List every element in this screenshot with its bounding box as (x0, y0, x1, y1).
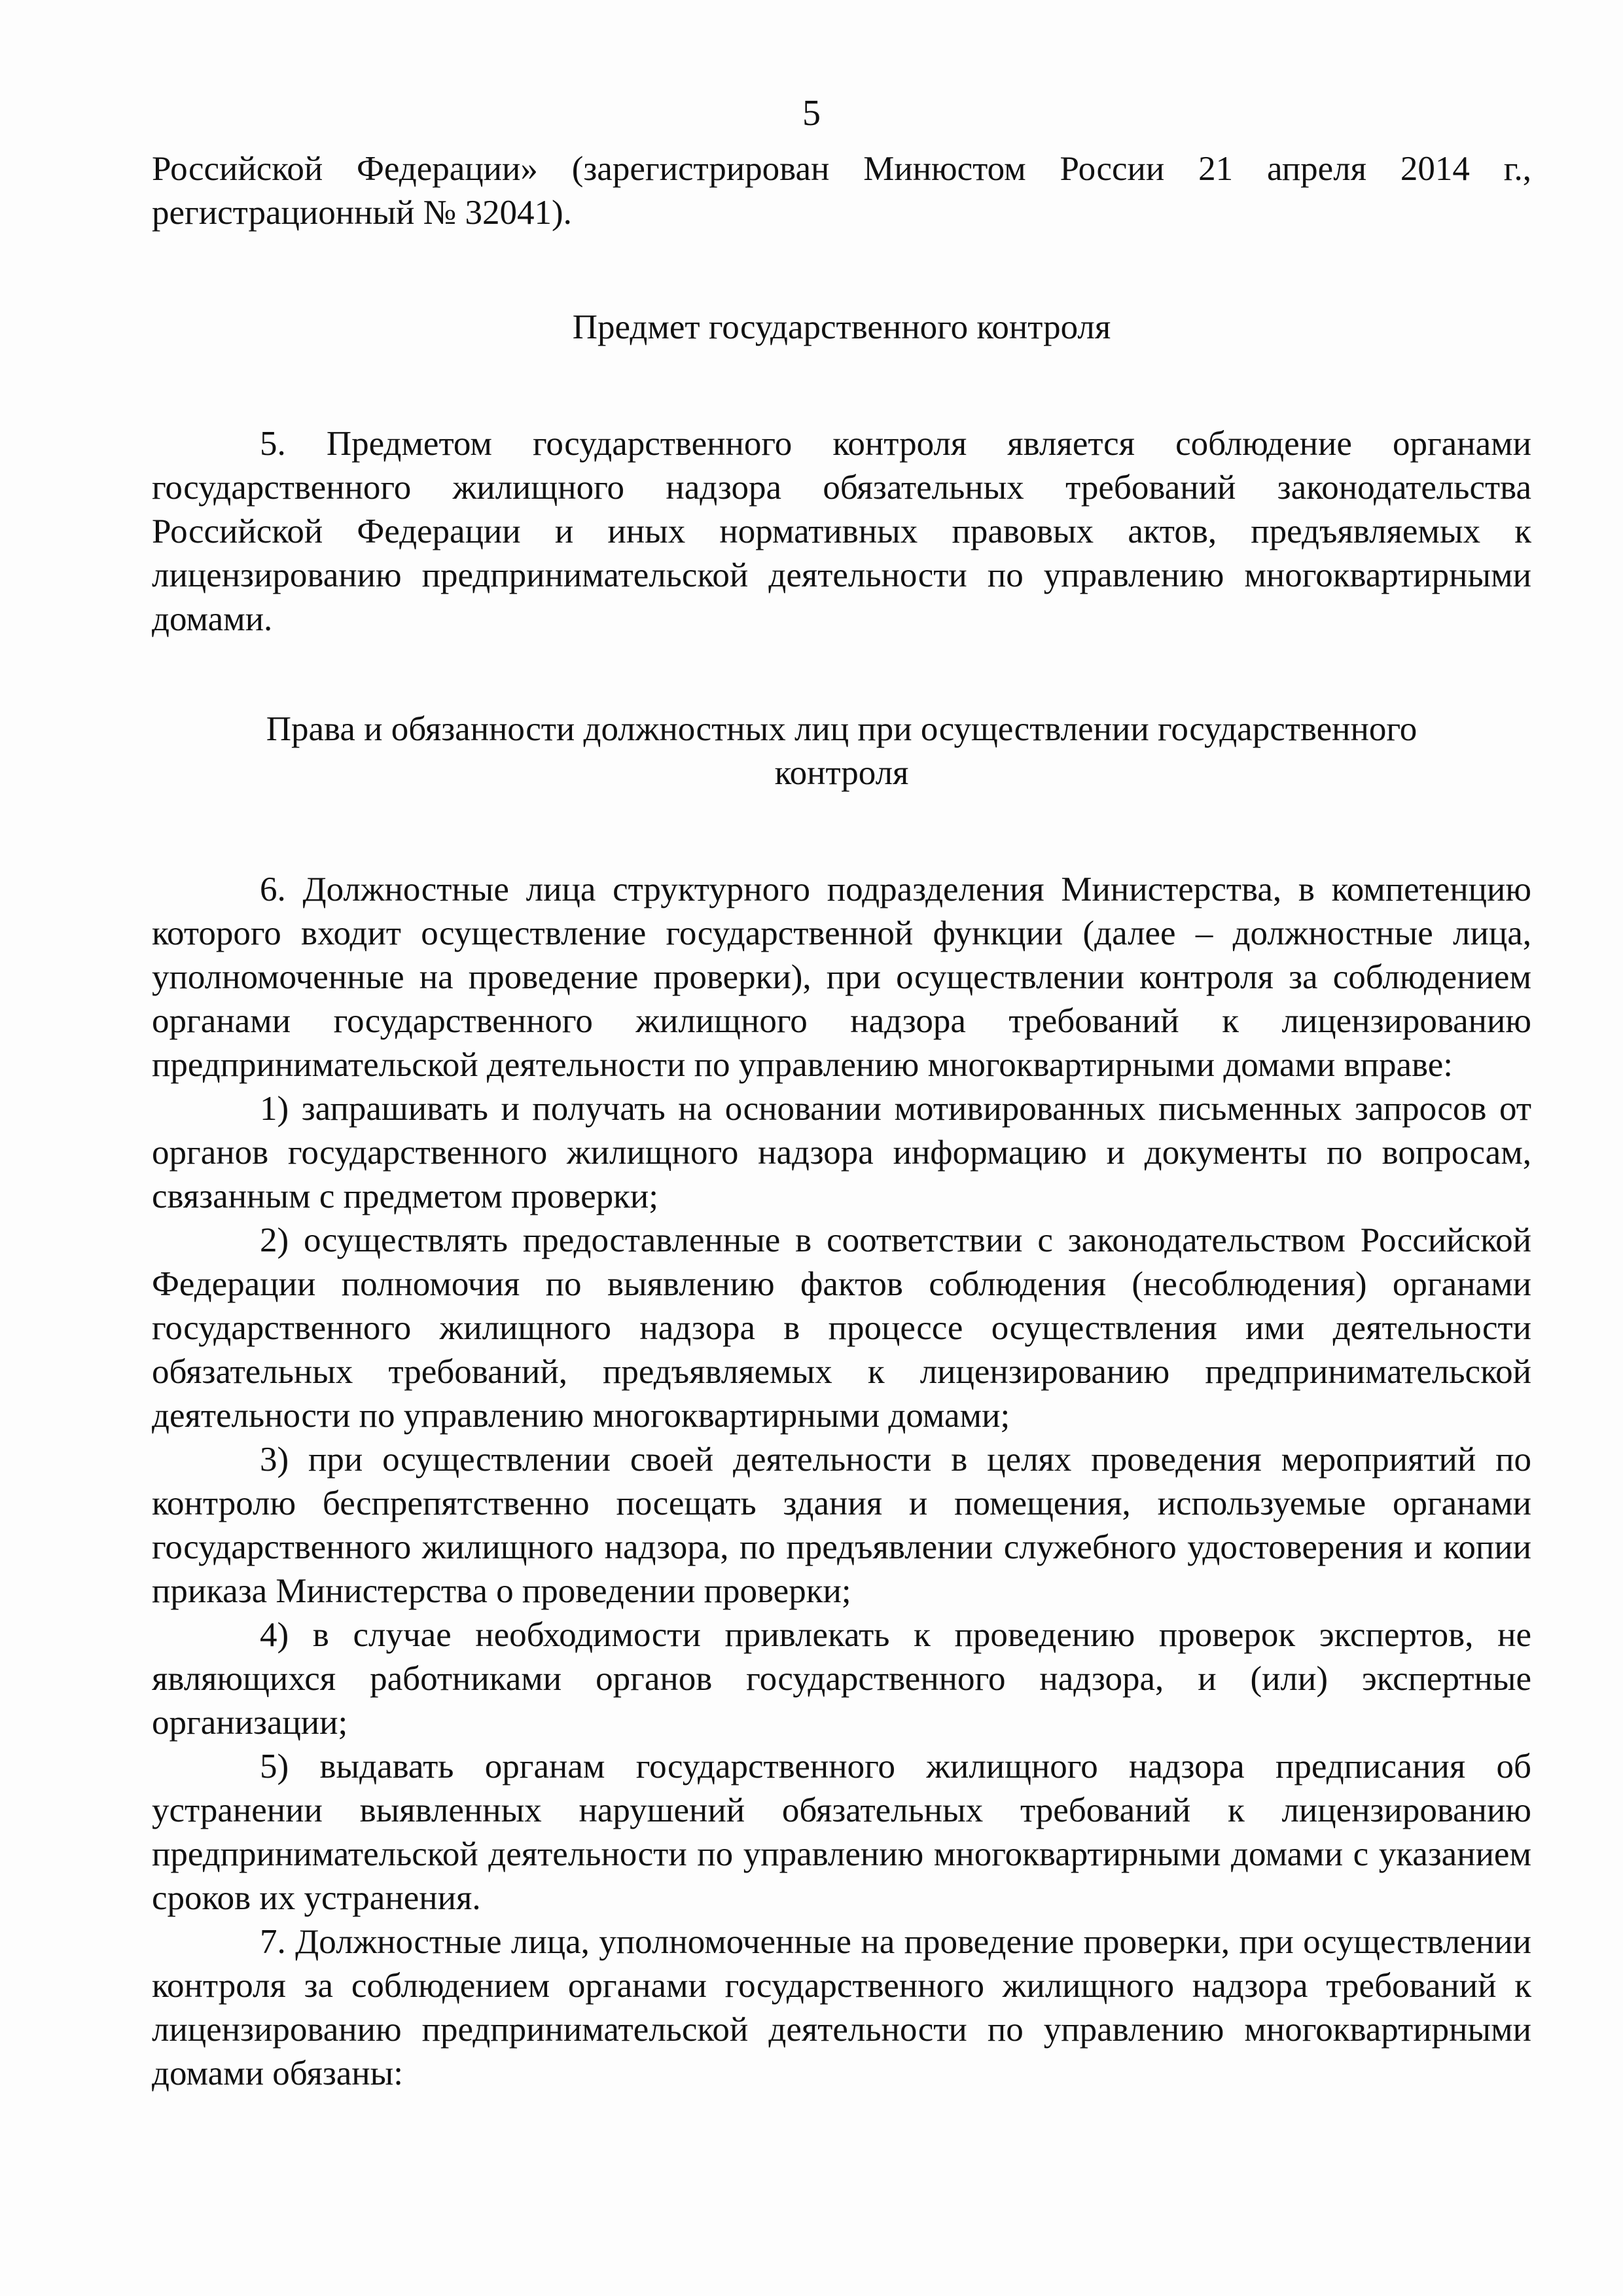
list-item-2: 2) осуществлять предоставленные в соответствии с законодательством Российской Федерации полномочия по выявлению фактов соблюдения (несоблюдения) органами государственного жилищного надзора в процессе осуществления ими деятельности обязательных требований, предъявляемых к лицензированию предпринимательской деятельности по управлению многоквартирными домами; (152, 1221, 1531, 1435)
section-heading-subject: Предмет государственного контроля (572, 308, 1111, 346)
list-item-1: 1) запрашивать и получать на основании мотивированных письменных запросов от органов государственного жилищного надзора информацию и документы по вопросам, связанным с предметом проверки; (152, 1090, 1531, 1215)
paragraph-6: 6. Должностные лица структурного подразделения Министерства, в компетенцию которого входит осуществление государственной функции (далее – должностные лица, уполномоченные на проведение проверки), при осуществлении контроля за соблюдением органами государственного жилищного надзора требований к лицензированию предпринимательской деятельности по управлению многоквартирными домами вправе: (152, 870, 1531, 1084)
list-item-5: 5) выдавать органам государственного жилищного надзора предписания об устранении выявленных нарушений обязательных требований к лицензированию предпринимательской деятельности по управлению многоквартирными домами с указанием сроков их устранения. (152, 1748, 1531, 1917)
list-item-3: 3) при осуществлении своей деятельности в целях проведения мероприятий по контролю беспрепятственно посещать здания и помещения, используемые органами государственного жилищного надзора, по предъявлении служебного удостоверения и копии приказа Министерства о проведении проверки; (152, 1441, 1531, 1610)
section-heading-rights: Права и обязанности должностных лиц при осуществлении государственного контроля (266, 710, 1418, 792)
intro-paragraph: Российской Федерации» (зарегистрирован Минюстом России 21 апреля 2014 г., регистрационный № 32041). (152, 150, 1531, 232)
paragraph-7: 7. Должностные лица, уполномоченные на проведение проверки, при осуществлении контроля за соблюдением органами государственного жилищного надзора требований к лицензированию предпринимательской деятельности по управлению многоквартирными домами обязаны: (152, 1923, 1531, 2092)
page-number: 5 (802, 93, 821, 134)
paragraph-5: 5. Предметом государственного контроля является соблюдение органами государственного жилищного надзора обязательных требований законодательства Российской Федерации и иных нормативных правовых актов, предъявляемых к лицензированию предпринимательской деятельности по управлению многоквартирными домами. (152, 425, 1531, 638)
list-item-4: 4) в случае необходимости привлекать к проведению проверок экспертов, не являющихся работниками органов государственного надзора, и (или) экспертные организации; (152, 1616, 1531, 1742)
document-body (152, 147, 1531, 2096)
